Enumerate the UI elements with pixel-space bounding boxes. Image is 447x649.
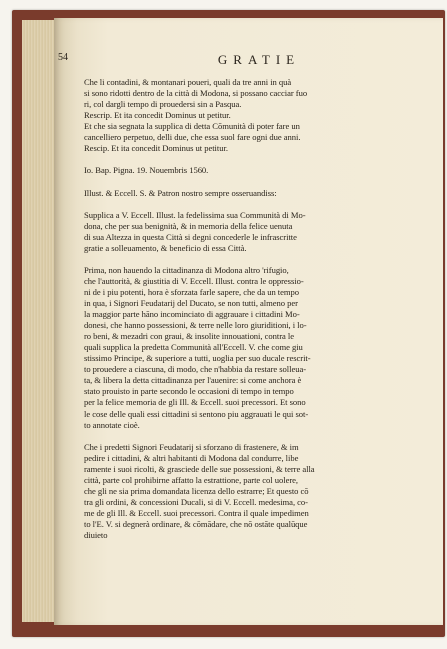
text-line: città, parte col prohibirne affatto la estrattione, parte col uolere,	[84, 474, 299, 485]
text-line: si sono ridotti dentro de la città di Modona, si possano cacciar fuo	[84, 88, 308, 99]
text-line: diuieto	[84, 530, 108, 541]
text-line: stissimo Principe, & superiore a tutti, uoglia per suo ducale rescrit-	[84, 353, 311, 364]
page-edges	[22, 20, 57, 622]
text-line: ramente i suoi ricolti, & grasciede delle sue possessioni, & terre alla	[84, 463, 315, 474]
text-line: Che i predetti Signori Feudatarij si sforzano di frastenere, & im	[84, 441, 299, 452]
text-line: in qua, i Signori Feudatarij del Ducato, se non tutti, almeno per	[84, 298, 298, 308]
text-line: Et che sia segnata la supplica di detta Cōmunità di poter fare un	[84, 121, 300, 132]
running-head: GRATIE	[217, 52, 301, 67]
text-line: Prima, non hauendo la cittadinanza di Modona altro 'rifugio,	[84, 264, 289, 275]
text-line: di sua Altezza in questa Città si degni concederle le infrascritte	[84, 231, 297, 242]
text-line: le cose delle quali essi cittadini si sentono piu aggrauati le qui sot-	[84, 408, 309, 419]
text-line: quali supplica la predetta Communità all'Eccell. V. che come giu	[84, 342, 303, 353]
text-line: Supplica a V. Eccell. Illust. la fedelissima sua Communità di Mo-	[84, 209, 306, 220]
text-line: che gli ne sia prima domandata licenza dello estrarre; Et questo cō	[84, 485, 309, 496]
text-line: pedire i cittadini, & altri habitanti di Modona dal condurre, libe	[84, 452, 299, 463]
text-line: Rescrip. Et ita concedit Dominus ut petitur.	[84, 110, 231, 121]
text-line: dona, che per sua benignità, & in memoria della felice uenuta	[84, 220, 293, 231]
text-line: gratie a solleuamento, & beneficio di essa Città.	[84, 242, 247, 253]
text-line: Io. Bap. Pigna. 19. Nouembris 1560.	[84, 165, 209, 176]
text-line: to prouedere a ciascuna, di modo, che n'habbia da restare solleua-	[84, 364, 307, 375]
text-line: ni de i piu potenti, hora è sforzata farle sapere, che da un tempo	[84, 286, 300, 297]
text-line: ri, col dargli tempo di prouedersi sin a Pasqua.	[84, 99, 242, 110]
text-line: ro beni, & mezadri con graui, & insolite innouationi, contra le	[84, 331, 294, 342]
text-line: to l'E. V. si degnerà ordinare, & cōmādare, che nō ostāte qualūque	[84, 519, 308, 529]
text-line: Rescip. Et ita concedit Dominus ut petitur.	[84, 143, 228, 154]
text-line: me de gli Ill. & Eccell. suoi precessori. Contra il quale impedimen	[84, 507, 309, 518]
text-line: la maggior parte hāno incominciato di aggrauare i cittadini Mo-	[84, 309, 300, 320]
text-line: stato prouisto in parte secondo le occasioni di tempo in tempo	[84, 386, 294, 397]
page-number: 54	[58, 52, 68, 63]
text-line: ta, & libera la detta cittadinanza per l'auenire: si come anchora è	[84, 375, 302, 386]
page-header	[84, 52, 406, 66]
text-line: Illust. & Eccell. S. & Patron nostro sempre osseruandiss:	[84, 187, 277, 198]
text-line: cancelliero perpetuo, delli due, che essa suol fare ogni due anni.	[84, 132, 301, 143]
text-line: donesi, che hanno possessioni, & terre nelle loro giuriditioni, i lo-	[84, 320, 307, 331]
text-line: per la felice memoria de gli Ill. & Eccell. suoi precessori. Et sono	[84, 397, 306, 408]
text-line: to annotate cioè.	[84, 419, 140, 430]
text-line: tra gli ordini, & concessioni Ducali, si di V. Eccell. medesima, co-	[84, 496, 308, 507]
text-line: che l'auttorità, & giustitia di V. Eccell. Illust. contra le oppressio-	[84, 275, 304, 286]
text-line: Che li contadini, & montanari poueri, quali da tre anni in quà	[84, 77, 292, 87]
